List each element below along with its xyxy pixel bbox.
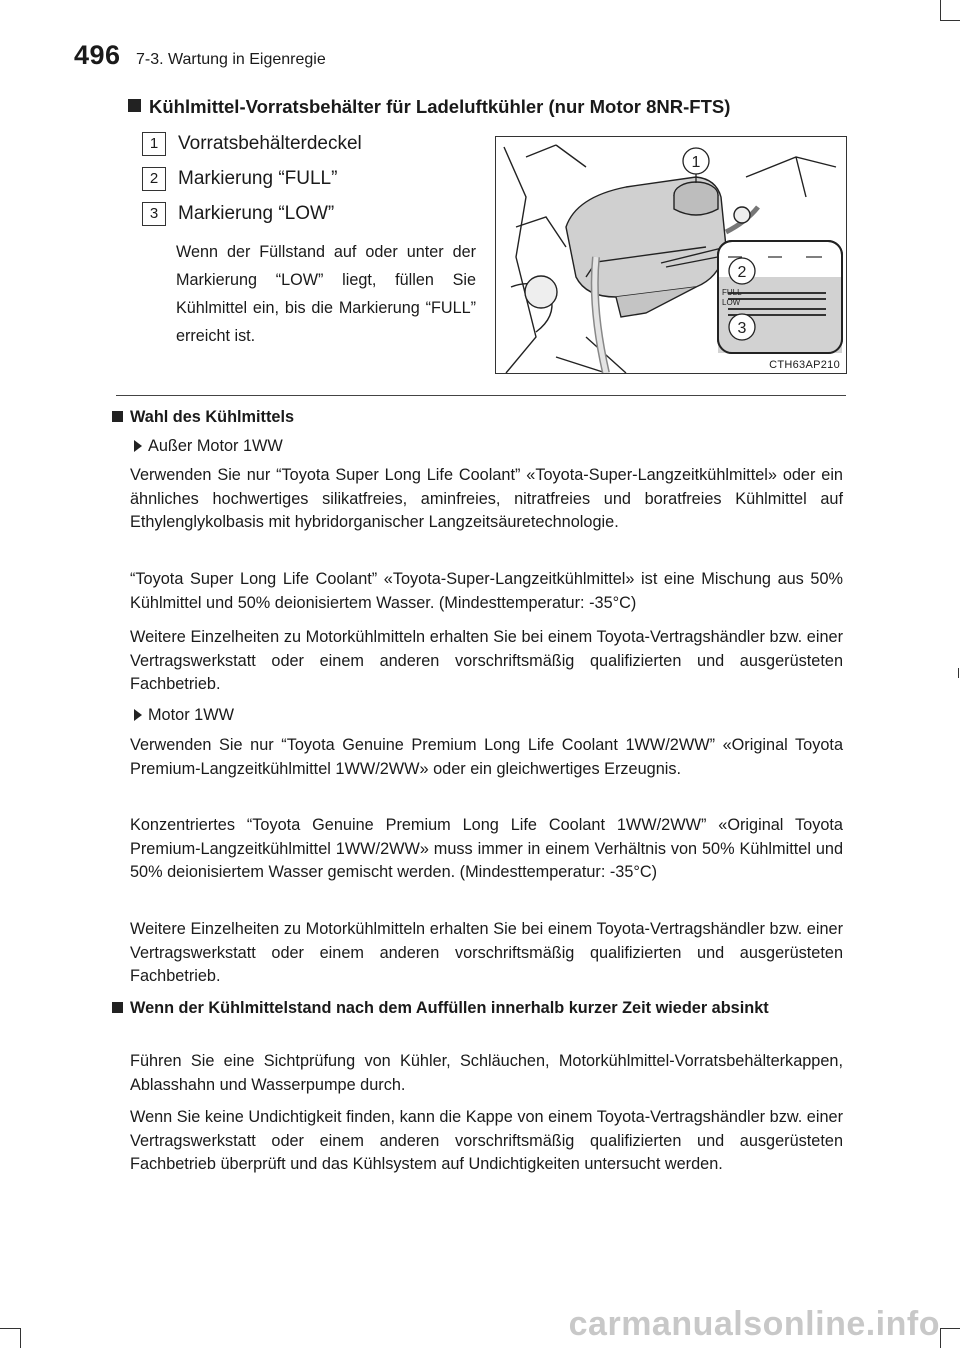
callout-3: 3 bbox=[737, 320, 747, 337]
arrow-right-icon bbox=[134, 440, 142, 452]
section-title: Kühlmittel-Vorratsbehälter für Ladeluftkühler (nur Motor 8NR-FTS) bbox=[149, 96, 731, 117]
number-badge: 3 bbox=[142, 202, 166, 226]
coolant-choice-heading bbox=[112, 408, 294, 427]
variant-except-1ww bbox=[134, 437, 283, 456]
engine-bay-drawing bbox=[496, 137, 846, 373]
paragraph: Verwenden Sie nur “Toyota Genuine Premium Long Life Coolant 1WW/2WW” «Original Toyota Premium-Langzeitkühlmittel 1WW/2WW» oder ein gleichwertiges Erzeugnis. bbox=[130, 736, 843, 778]
page-number: 496 bbox=[74, 40, 121, 70]
section-heading bbox=[128, 96, 730, 118]
legend-label: Markierung “LOW” bbox=[178, 202, 335, 224]
paragraph: Konzentriertes “Toyota Genuine Premium Long Life Coolant 1WW/2WW” «Original Toyota Premium-Langzeitkühlmittel 1WW/2WW» muss immer in einem Verhältnis von 50% Kühlmittel und 50% deionisiertem Wasser gemischt werden. (Mindesttemperatur: -35°C) bbox=[130, 816, 843, 881]
square-bullet-icon bbox=[128, 99, 141, 112]
full-mark-label: FULL bbox=[722, 288, 742, 297]
paragraph: “Toyota Super Long Life Coolant” «Toyota-Super-Langzeitkühlmittel» ist eine Mischung aus 50% Kühlmittel und 50% deionisiertem Wasser. (Mindesttemperatur: -35°C) bbox=[130, 570, 843, 612]
refill-note: Wenn der Füllstand auf oder unter der Markierung “LOW” liegt, füllen Sie Kühlmittel ein, bis die Markierung “FULL” erreicht ist. bbox=[176, 243, 476, 345]
coolant-choice-title: Wahl des Kühlmittels bbox=[130, 408, 295, 426]
legend-item-3 bbox=[142, 202, 334, 226]
crop-mark bbox=[958, 668, 959, 678]
chapter-title: 7-3. Wartung in Eigenregie bbox=[136, 51, 326, 68]
level-drop-title: Wenn der Kühlmittelstand nach dem Auffüllen innerhalb kurzer Zeit wieder absinkt bbox=[130, 999, 769, 1017]
callout-2: 2 bbox=[737, 264, 747, 281]
crop-mark bbox=[940, 1328, 960, 1329]
legend-label: Vorratsbehälterdeckel bbox=[178, 132, 362, 154]
section-divider bbox=[116, 395, 846, 396]
legend-item-1 bbox=[142, 132, 362, 156]
watermark: carmanualsonline.info bbox=[568, 1305, 940, 1343]
legend-item-2 bbox=[142, 167, 337, 191]
number-badge: 2 bbox=[142, 167, 166, 191]
crop-mark bbox=[940, 20, 960, 21]
paragraph: Verwenden Sie nur “Toyota Super Long Life Coolant” «Toyota-Super-Langzeitkühlmittel» oder ein ähnliches hochwertiges silikatfreies, aminfreies, nitratfreies und boratfreies Kühlmittel auf Ethylenglykolbasis mit hybridorganischer Langzeitsäuretechnologie. bbox=[130, 466, 843, 531]
variant-label: Außer Motor 1WW bbox=[148, 437, 283, 455]
variant-1ww bbox=[134, 706, 234, 725]
square-bullet-icon bbox=[112, 411, 123, 422]
square-bullet-icon bbox=[112, 1002, 123, 1013]
paragraph: Weitere Einzelheiten zu Motorkühlmitteln erhalten Sie bei einem Toyota-Vertragshändler bzw. einer Vertragswerkstatt oder einem anderen vorschriftsmäßig qualifizierten und ausgerüsteten Fachbetrieb. bbox=[130, 628, 843, 693]
crop-mark bbox=[940, 0, 941, 20]
crop-mark bbox=[0, 1328, 20, 1329]
level-drop-heading bbox=[112, 996, 844, 1021]
paragraph: Führen Sie eine Sichtprüfung von Kühler, Schläuchen, Motorkühlmittel-Vorratsbehälterkappen, Ablasshahn und Wasserpumpe durch. bbox=[130, 1052, 843, 1094]
reservoir-illustration bbox=[495, 136, 847, 374]
arrow-right-icon bbox=[134, 709, 142, 721]
paragraph: Wenn Sie keine Undichtigkeit finden, kann die Kappe von einem Toyota-Vertragshändler bzw. einer Vertragswerkstatt oder einem anderen vorschriftsmäßig qualifizierten und ausgerüsteten Fachbetrieb überprüft und das Kühlsystem auf Undichtigkeiten untersucht werden. bbox=[130, 1108, 843, 1173]
low-mark-label: LOW bbox=[722, 298, 741, 307]
callout-1: 1 bbox=[691, 154, 701, 171]
variant-label: Motor 1WW bbox=[148, 706, 234, 724]
crop-mark bbox=[940, 1328, 941, 1348]
legend-label: Markierung “FULL” bbox=[178, 167, 338, 189]
figure-code: CTH63AP210 bbox=[769, 359, 840, 371]
paragraph: Weitere Einzelheiten zu Motorkühlmitteln erhalten Sie bei einem Toyota-Vertragshändler bzw. einer Vertragswerkstatt oder einem anderen vorschriftsmäßig qualifizierten und ausgerüsteten Fachbetrieb. bbox=[130, 920, 843, 985]
crop-mark bbox=[20, 1328, 21, 1348]
number-badge: 1 bbox=[142, 132, 166, 156]
